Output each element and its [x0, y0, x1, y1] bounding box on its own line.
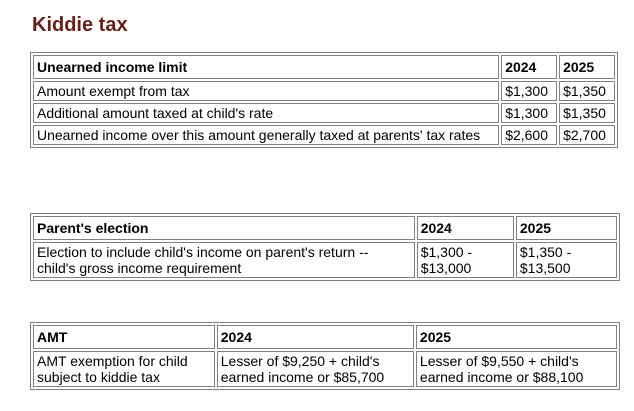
row-value-2025: $1,350 [559, 103, 615, 123]
election-header-2024: 2024 [417, 216, 514, 240]
table-row [33, 103, 615, 123]
table-row [33, 125, 615, 145]
unearned-income-table [30, 52, 618, 148]
amt-header-2024: 2024 [217, 325, 414, 349]
table-row [33, 81, 615, 101]
row-value-2025: $1,350 - $13,500 [516, 242, 617, 278]
unearned-header-2025: 2025 [559, 55, 615, 79]
row-label: Unearned income over this amount generally taxed at parents' tax rates [33, 125, 499, 145]
unearned-header-2024: 2024 [501, 55, 557, 79]
row-label: AMT exemption for child subject to kiddie tax [33, 351, 215, 387]
page-title: Kiddie tax [32, 14, 128, 36]
row-value-2025: $2,700 [559, 125, 615, 145]
election-header-2025: 2025 [516, 216, 617, 240]
table-row [33, 351, 617, 387]
amt-header-label: AMT [33, 325, 215, 349]
table-row [33, 242, 617, 278]
unearned-header-label: Unearned income limit [33, 55, 499, 79]
row-value-2024: $2,600 [501, 125, 557, 145]
row-value-2025: Lesser of $9,550 + child's earned income or $88,100 [416, 351, 617, 387]
election-header-label: Parent's election [33, 216, 415, 240]
table-header-row [33, 216, 617, 240]
table-header-row [33, 325, 617, 349]
row-value-2024: $1,300 - $13,000 [417, 242, 514, 278]
row-value-2025: $1,350 [559, 81, 615, 101]
amt-table [30, 322, 620, 390]
table-header-row [33, 55, 615, 79]
row-label: Election to include child's income on parent's return -- child's gross income requirement [33, 242, 415, 278]
row-value-2024: Lesser of $9,250 + child's earned income or $85,700 [217, 351, 414, 387]
row-label: Additional amount taxed at child's rate [33, 103, 499, 123]
row-value-2024: $1,300 [501, 81, 557, 101]
row-value-2024: $1,300 [501, 103, 557, 123]
row-label: Amount exempt from tax [33, 81, 499, 101]
parents-election-table [30, 213, 620, 281]
amt-header-2025: 2025 [416, 325, 617, 349]
